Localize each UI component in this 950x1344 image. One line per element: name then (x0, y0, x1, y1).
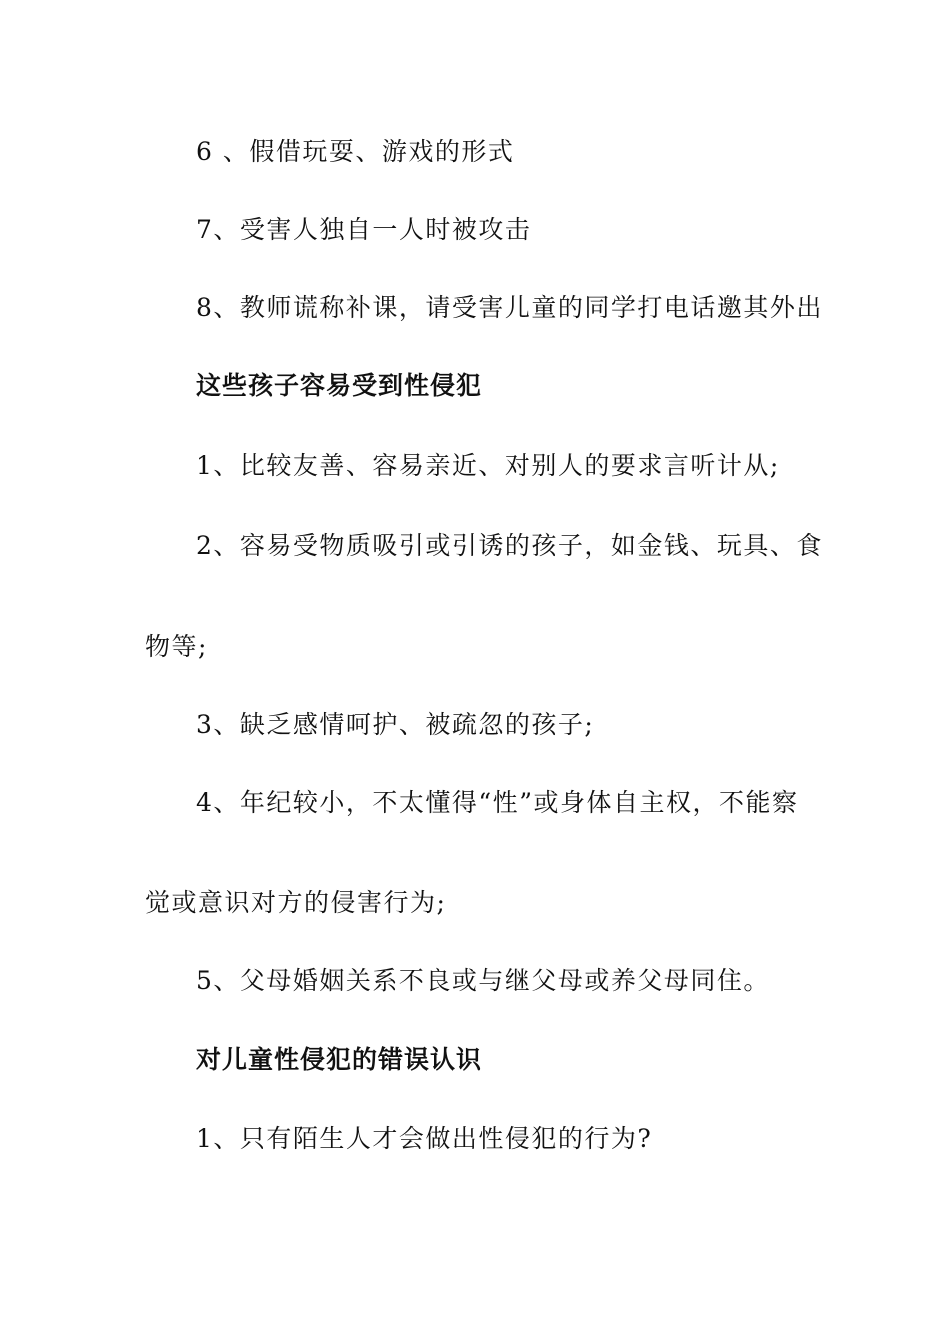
section-heading: 对儿童性侵犯的错误认识 (196, 1045, 483, 1074)
list-item: 1、只有陌生人才会做出性侵犯的行为? (196, 1124, 653, 1153)
list-item: 8、教师谎称补课，请受害儿童的同学打电话邀其外出 (196, 293, 823, 322)
list-item-continuation: 觉或意识对方的侵害行为; (145, 888, 447, 917)
list-item: 3、缺乏感情呵护、被疏忽的孩子; (196, 710, 595, 739)
list-item: 1、比较友善、容易亲近、对别人的要求言听计从; (196, 451, 780, 480)
list-item-continuation: 物等; (145, 632, 208, 661)
list-item: 4、年纪较小，不太懂得“性”或身体自主权，不能察 (196, 788, 799, 817)
section-heading: 这些孩子容易受到性侵犯 (196, 371, 483, 400)
list-item: 5、父母婚姻关系不良或与继父母或养父母同住。 (196, 966, 770, 995)
list-item: 2、容易受物质吸引或引诱的孩子，如金钱、玩具、食 (196, 531, 823, 560)
list-item: 6 、假借玩耍、游戏的形式 (196, 137, 515, 166)
list-item: 7、受害人独自一人时被攻击 (196, 215, 532, 244)
